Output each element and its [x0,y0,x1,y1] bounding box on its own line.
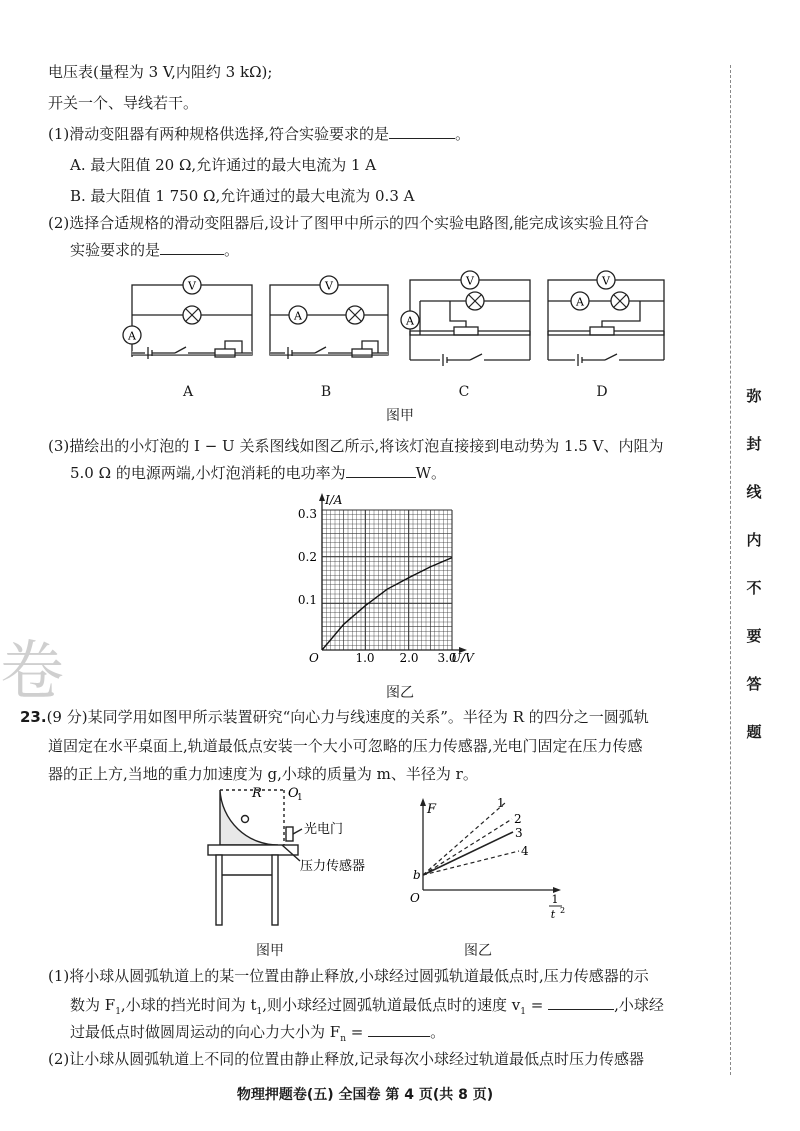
iu-y-label: I/A [325,493,343,507]
voltmeter-c [461,271,479,289]
answer-blank-3[interactable] [346,463,416,478]
circuit-label-d: D [596,384,608,400]
force-graph [405,795,580,930]
answer-blank-2[interactable] [160,240,224,255]
voltmeter-a [183,276,201,294]
seal-char-8: 题 [746,723,762,741]
seal-char-2: 封 [746,435,762,453]
sensor-label: 压力传感器 [300,859,366,874]
line-2 [423,819,512,875]
photogate-leader [293,829,302,834]
question-1: (1)滑动变阻器有两种规格供选择,符合实验要求的是 。 [48,125,471,143]
table-leg-right [272,855,278,925]
force-y-label: F [427,802,437,817]
iu-origin: O [309,651,319,665]
circuit-b [270,285,388,359]
svg-text:V: V [325,279,333,293]
x-label-num: 1 [551,893,559,906]
radius-label: R [252,786,262,801]
seal-char-4: 内 [746,531,762,549]
circuit-label-b: B [320,384,332,400]
answer-blank-1[interactable] [389,124,455,139]
text-line-voltmeter: 电压表(量程为 3 V,内阻约 3 kΩ); [48,63,273,81]
iu-x-label: U/V [451,651,474,665]
iu-ytick-3: 0.3 [297,507,317,521]
sub-question-1-line-1: (1)将小球从圆弧轨道上的某一位置由静止释放,小球经过圆弧轨道最低点时,压力传感器的示 [48,967,649,985]
seal-line [730,65,731,1075]
question-2-line-2: 实验要求的是 。 [70,241,240,259]
page-footer: 物理押题卷(五) 全国卷 第 4 页(共 8 页) [236,1087,494,1103]
answer-blank-4[interactable] [548,995,614,1010]
line-label-2: 2 [514,812,522,826]
ammeter-b [289,306,307,324]
problem-23-line-1: 23.(9 分)某同学用如图甲所示装置研究“向心力与线速度的关系”。半径为 R 的四分之一圆弧轨 [20,708,649,726]
circuit-label-c: C [458,384,470,400]
ammeter-d [571,292,589,310]
figure-caption-23-jia: 图甲 [256,943,284,959]
figure-caption-23-yi: 图乙 [464,943,492,959]
photogate-label: 光电门 [304,822,344,837]
ammeter-a [123,326,141,344]
voltmeter-b [320,276,338,294]
apparatus-figure [200,785,390,930]
iu-graph [295,490,495,675]
svg-text:A: A [294,309,302,323]
line-3 [423,832,513,875]
voltmeter-d [597,271,615,289]
figure-caption-jia: 图甲 [386,408,414,424]
option-b: B. 最大阻值 1 750 Ω,允许通过的最大电流为 0.3 A [70,187,415,205]
text-line-switch: 开关一个、导线若干。 [48,94,199,112]
watermark: 卷 [0,635,68,709]
answer-blank-5[interactable] [368,1022,430,1037]
svg-text:V: V [466,274,474,288]
seal-char-5: 不 [746,579,762,597]
force-origin: O [410,891,420,905]
ammeter-c [401,311,419,329]
iu-grid [322,510,452,650]
bulb-c [466,292,484,310]
sub-question-1-line-2: 数为 $F_1$,小球的挡光时间为 $t_1$,则小球经过圆弧轨道最低点时的速度 $v_1$ = ,小球经 [70,996,664,1017]
sub-question-1-line-3: 过最低点时做圆周运动的向心力大小为 $F_n$ = 。 [70,1023,446,1044]
arc-track-block [220,790,278,845]
line-4 [423,851,519,875]
seal-char-6: 要 [746,627,762,645]
problem-23-line-3: 器的正上方,当地的重力加速度为 g,小球的质量为 m、半径为 r。 [48,765,478,783]
center-label-sub: 1 [297,793,303,803]
seal-char-1: 弥 [746,387,762,405]
center-label: O [288,786,299,801]
option-a: A. 最大阻值 20 Ω,允许通过的最大电流为 1 A [70,156,377,174]
photogate-box [286,827,293,841]
line-label-4: 4 [521,844,529,858]
x-label-den-sup: 2 [560,906,566,915]
svg-text:V: V [188,279,196,293]
line-label-1: 1 [497,796,505,810]
figure-caption-yi: 图乙 [386,685,414,701]
bulb-b [346,306,364,324]
seal-char-3: 线 [746,483,762,501]
intercept-label: b [413,868,421,882]
svg-text:A: A [406,314,414,328]
iu-ytick-2: 0.2 [297,550,317,564]
sub-question-2-line-1: (2)让小球从圆弧轨道上不同的位置由静止释放,记录每次小球经过轨道最低点时压力传感器 [48,1050,645,1068]
circuit-label-a: A [182,384,194,400]
problem-23-line-2: 道固定在水平桌面上,轨道最低点安装一个大小可忽略的压力传感器,光电门固定在压力传感 [48,737,643,755]
svg-text:A: A [576,295,584,309]
ball [242,816,249,823]
bulb-a [183,306,201,324]
iu-xtick-3: 3.0 [437,651,457,665]
iu-ytick-1: 0.1 [297,593,317,607]
x-label-den: t [550,908,556,921]
circuit-d [548,280,664,366]
question-2-line-1: (2)选择合适规格的滑动变阻器后,设计了图甲中所示的四个实验电路图,能完成该实验且符合 [48,214,649,232]
iu-xtick-2: 2.0 [399,651,419,665]
iu-xtick-1: 1.0 [355,651,375,665]
svg-text:V: V [602,274,610,288]
svg-text:A: A [128,329,136,343]
bulb-d [611,292,629,310]
question-3-line-2: 5.0 Ω 的电源两端,小灯泡消耗的电功率为 W。 [70,464,447,482]
line-label-3: 3 [515,826,523,840]
table-leg-left [216,855,222,925]
question-3-line-1: (3)描绘出的小灯泡的 I − U 关系图线如图乙所示,将该灯泡直接接到电动势为 1.5 V、内阻为 [48,437,664,455]
seal-char-7: 答 [746,675,762,693]
